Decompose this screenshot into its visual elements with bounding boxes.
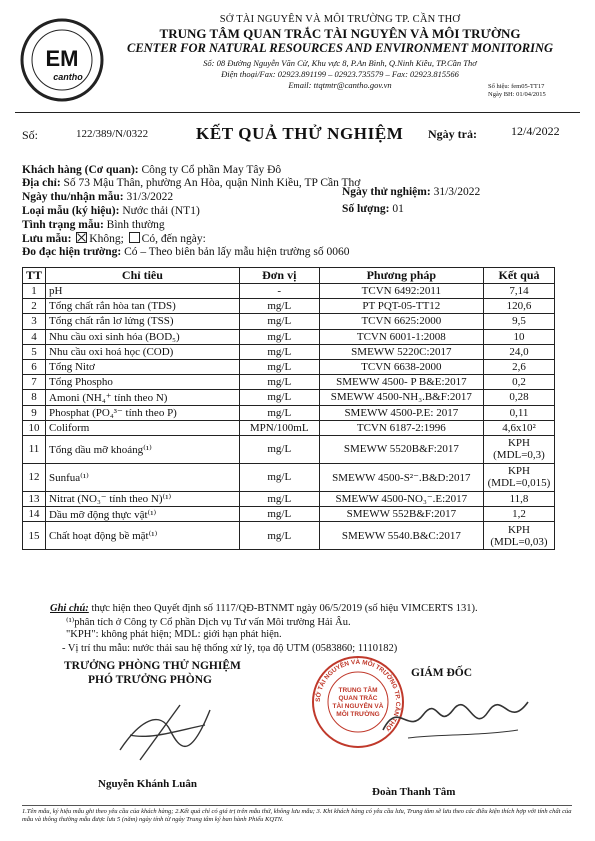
table-row	[23, 390, 555, 405]
receipt-date-line: Ngày thu/nhận mẫu: 31/3/2022	[22, 191, 174, 203]
unit: -	[239, 284, 319, 299]
sample-condition: Bình thường	[106, 219, 165, 231]
lab-deputy-title: PHÓ TRƯỞNG PHÒNG	[88, 674, 212, 686]
table-row	[23, 375, 555, 390]
table-header-row	[23, 268, 555, 284]
customer-name: Công ty Cổ phần May Tây Đô	[141, 164, 282, 176]
stamp-ring-text: SỞ TÀI NGUYÊN VÀ MÔI TRƯỜNG TP. CẦN THƠ	[314, 658, 402, 732]
row-number: 12	[23, 463, 46, 491]
form-code-date: Ngày BH: 01/04/2015	[488, 91, 546, 98]
logo-text: EM	[45, 46, 79, 71]
row-number: 9	[23, 405, 46, 420]
method: SMEWW 4500-S²⁻.B&D:2017	[319, 463, 483, 491]
row-number: 2	[23, 299, 46, 314]
storage-yes-checkbox	[129, 232, 140, 243]
parameter-name: Nitrat (NO₃⁻ tính theo N)⁽¹⁾	[46, 491, 240, 506]
stamp-line-3: TÀI NGUYÊN VÀ	[332, 703, 384, 710]
center-address: Số: 08 Đường Nguyễn Văn Cừ, Khu vực 8, P.An Bình, Q.Ninh Kiều, TP.Cần Thơ	[203, 58, 477, 68]
table-row	[23, 314, 555, 329]
results-table	[22, 267, 555, 550]
method: SMEWW 4500-NO₃⁻.E:2017	[319, 491, 483, 506]
customer-line: Khách hàng (Cơ quan): Công ty Cổ phần May Tây Đô	[22, 164, 282, 176]
unit: mg/L	[239, 359, 319, 374]
address-line: Địa chỉ: Số 73 Mậu Thân, phường An Hòa, quận Ninh Kiều, TP Cần Thơ	[22, 177, 361, 189]
stamp-line-4: MÔI TRƯỜNG	[336, 711, 380, 718]
parameter-name: Amoni (NH₄⁺ tính theo N)	[46, 390, 240, 405]
header-unit: Đơn vị	[239, 268, 319, 284]
method: SMEWW 5220C:2017	[319, 344, 483, 359]
parameter-name: Phosphat (PO₄³⁻ tính theo P)	[46, 405, 240, 420]
row-number: 15	[23, 522, 46, 550]
table-row	[23, 284, 555, 299]
agency-name: SỞ TÀI NGUYÊN VÀ MÔI TRƯỜNG TP. CẦN THƠ	[219, 14, 461, 25]
method: PT PQT-05-TT12	[319, 299, 483, 314]
customer-address: Số 73 Mậu Thân, phường An Hòa, quận Ninh Kiều, TP Cần Thơ	[63, 177, 361, 189]
row-number: 3	[23, 314, 46, 329]
form-code	[488, 83, 546, 99]
parameter-name: Tổng Nitơ	[46, 359, 240, 374]
notes-line-2: ⁽¹⁾phân tích ở Công ty Cổ phần Dịch vụ Tư vấn Môi trường Hải Âu.	[66, 617, 351, 628]
result: KPH (MDL=0,3)	[483, 435, 554, 463]
unit: mg/L	[239, 491, 319, 506]
method: SMEWW 4500-P.E: 2017	[319, 405, 483, 420]
lab-deputy-name: Nguyễn Khánh Luân	[98, 778, 198, 790]
parameter-name: Tổng chất rắn lơ lửng (TSS)	[46, 314, 240, 329]
center-phone: Điện thoại/Fax: 02923.891199 – 02923.735579 – Fax: 02923.815566	[221, 69, 459, 79]
receipt-date: 31/3/2022	[126, 191, 174, 203]
center-name-vi: TRUNG TÂM QUAN TRẮC TÀI NGUYÊN VÀ MÔI TRƯỜNG	[159, 26, 521, 41]
header-result: Kết quả	[483, 268, 554, 284]
report-number-label: Số:	[22, 128, 39, 142]
table-row	[23, 463, 555, 491]
parameter-name: Chất hoạt động bề mặt⁽¹⁾	[46, 522, 240, 550]
parameter-name: Nhu cầu oxi hoá học (COD)	[46, 344, 240, 359]
director-name: Đoàn Thanh Tâm	[372, 786, 456, 798]
test-date-line: Ngày thử nghiệm: 31/3/2022	[342, 186, 481, 198]
row-number: 14	[23, 507, 46, 522]
sample-condition-line: Tình trạng mẫu: Bình thường	[22, 219, 165, 231]
result: 2,6	[483, 359, 554, 374]
method: SMEWW 552B&F:2017	[319, 507, 483, 522]
field-measurement: Có – Theo biên bản lấy mẫu hiện trường số 0060	[124, 246, 350, 258]
parameter-name: Coliform	[46, 420, 240, 435]
unit: mg/L	[239, 329, 319, 344]
return-date-label: Ngày trả:	[428, 127, 477, 141]
table-row	[23, 329, 555, 344]
method: TCVN 6187-2:1996	[319, 420, 483, 435]
footer-disclaimer: 1.Tên mẫu, ký hiệu mẫu ghi theo yêu cầu của khách hàng; 2.Kết quả chỉ có giá trị trên mẫu thử, không lưu mẫu; 3. Khi khách hàng có yêu cầu lưu, Trung tâm sẽ lưu theo các điều kiện thích hợp với tính chất của mẫu và thông thường mẫu được lưu 5 (năm) ngày tính từ ngày Trung tâm ký ban hành Phiếu KQTN.	[22, 805, 572, 824]
table-row	[23, 344, 555, 359]
notes-line-4: - Vị trí thu mẫu: nước thải sau hệ thống xử lý, tọa độ UTM (0583860; 1110182)	[62, 643, 398, 654]
header-method: Phương pháp	[319, 268, 483, 284]
result: 0,28	[483, 390, 554, 405]
unit: mg/L	[239, 522, 319, 550]
unit: MPN/100mL	[239, 420, 319, 435]
parameter-name: Tổng chất rắn hòa tan (TDS)	[46, 299, 240, 314]
row-number: 6	[23, 359, 46, 374]
lab-signature	[110, 690, 220, 770]
result: 10	[483, 329, 554, 344]
method: SMEWW 5520B&F:2017	[319, 435, 483, 463]
unit: mg/L	[239, 344, 319, 359]
result: 1,2	[483, 507, 554, 522]
director-title: GIÁM ĐỐC	[411, 667, 473, 679]
row-number: 4	[23, 329, 46, 344]
result: 4,6x10²	[483, 420, 554, 435]
center-name-en: CENTER FOR NATURAL RESOURCES AND ENVIRONMENT MONITORING	[126, 41, 554, 55]
quantity-line: Số lượng: 01	[342, 203, 404, 215]
parameter-name: Dầu mỡ động thực vật⁽¹⁾	[46, 507, 240, 522]
table-row	[23, 359, 555, 374]
method: SMEWW 4500- P B&E:2017	[319, 375, 483, 390]
parameter-name: Sunfua⁽¹⁾	[46, 463, 240, 491]
report-title: KẾT QUẢ THỬ NGHIỆM	[196, 124, 404, 143]
header-tt: TT	[23, 268, 46, 284]
result: 11,8	[483, 491, 554, 506]
result: 0,2	[483, 375, 554, 390]
center-email: Email: ttqtmtr@cantho.gov.vn	[288, 80, 392, 90]
header-divider	[15, 112, 580, 113]
method: SMEWW 4500-NH₃.B&F:2017	[319, 390, 483, 405]
result: 24,0	[483, 344, 554, 359]
unit: mg/L	[239, 390, 319, 405]
table-row	[23, 435, 555, 463]
unit: mg/L	[239, 507, 319, 522]
stamp-line-1: TRUNG TÂM	[338, 687, 378, 694]
row-number: 8	[23, 390, 46, 405]
result: 0,11	[483, 405, 554, 420]
row-number: 13	[23, 491, 46, 506]
unit: mg/L	[239, 314, 319, 329]
method: TCVN 6001-1:2008	[319, 329, 483, 344]
sample-type: Nước thải (NT1)	[122, 205, 200, 217]
method: TCVN 6638-2000	[319, 359, 483, 374]
test-date: 31/3/2022	[433, 186, 481, 198]
logo-subtext: cantho	[53, 72, 83, 82]
result: 7,14	[483, 284, 554, 299]
row-number: 1	[23, 284, 46, 299]
table-row	[23, 405, 555, 420]
row-number: 10	[23, 420, 46, 435]
storage-no-checkbox	[76, 232, 87, 243]
director-signature	[378, 690, 533, 745]
table-row	[23, 299, 555, 314]
method: TCVN 6625:2000	[319, 314, 483, 329]
unit: mg/L	[239, 405, 319, 420]
method: TCVN 6492:2011	[319, 284, 483, 299]
row-number: 7	[23, 375, 46, 390]
unit: mg/L	[239, 463, 319, 491]
notes-line-3: "KPH": không phát hiện; MDL: giới hạn phát hiện.	[66, 629, 282, 640]
notes-line-1: Ghi chú: thực hiện theo Quyết định số 1117/QĐ-BTNMT ngày 06/5/2019 (số hiệu VIMCERTS 131).	[50, 603, 478, 614]
form-code-number: Số hiệu: fem05-TT17	[488, 83, 545, 90]
table-row	[23, 522, 555, 550]
unit: mg/L	[239, 299, 319, 314]
organization-logo	[16, 14, 108, 106]
sample-quantity: 01	[392, 203, 404, 215]
field-measurement-line: Đo đạc hiện trường: Có – Theo biên bản lấy mẫu hiện trường số 0060	[22, 246, 350, 258]
row-number: 5	[23, 344, 46, 359]
header-parameter: Chỉ tiêu	[46, 268, 240, 284]
lab-head-title: TRƯỞNG PHÒNG THỬ NGHIỆM	[64, 660, 241, 672]
row-number: 11	[23, 435, 46, 463]
parameter-name: Nhu cầu oxi sinh hóa (BOD₅)	[46, 329, 240, 344]
sample-type-line: Loại mẫu (ký hiệu): Nước thải (NT1)	[22, 205, 200, 217]
notes-label: Ghi chú:	[50, 603, 89, 614]
table-row	[23, 507, 555, 522]
table-row	[23, 420, 555, 435]
unit: mg/L	[239, 435, 319, 463]
unit: mg/L	[239, 375, 319, 390]
table-row	[23, 491, 555, 506]
method: SMEWW 5540.B&C:2017	[319, 522, 483, 550]
stamp-line-2: QUAN TRẮC	[338, 695, 378, 702]
parameter-name: Tổng Phospho	[46, 375, 240, 390]
result: 9,5	[483, 314, 554, 329]
result: KPH (MDL=0,03)	[483, 522, 554, 550]
result: 120,6	[483, 299, 554, 314]
return-date: 12/4/2022	[511, 124, 560, 138]
parameter-name: pH	[46, 284, 240, 299]
sample-storage-line: Lưu mẫu: Không; Có, đến ngày:	[22, 233, 206, 245]
report-number: 122/389/N/0322	[76, 128, 149, 140]
result: KPH (MDL=0,015)	[483, 463, 554, 491]
parameter-name: Tổng dầu mỡ khoáng⁽¹⁾	[46, 435, 240, 463]
